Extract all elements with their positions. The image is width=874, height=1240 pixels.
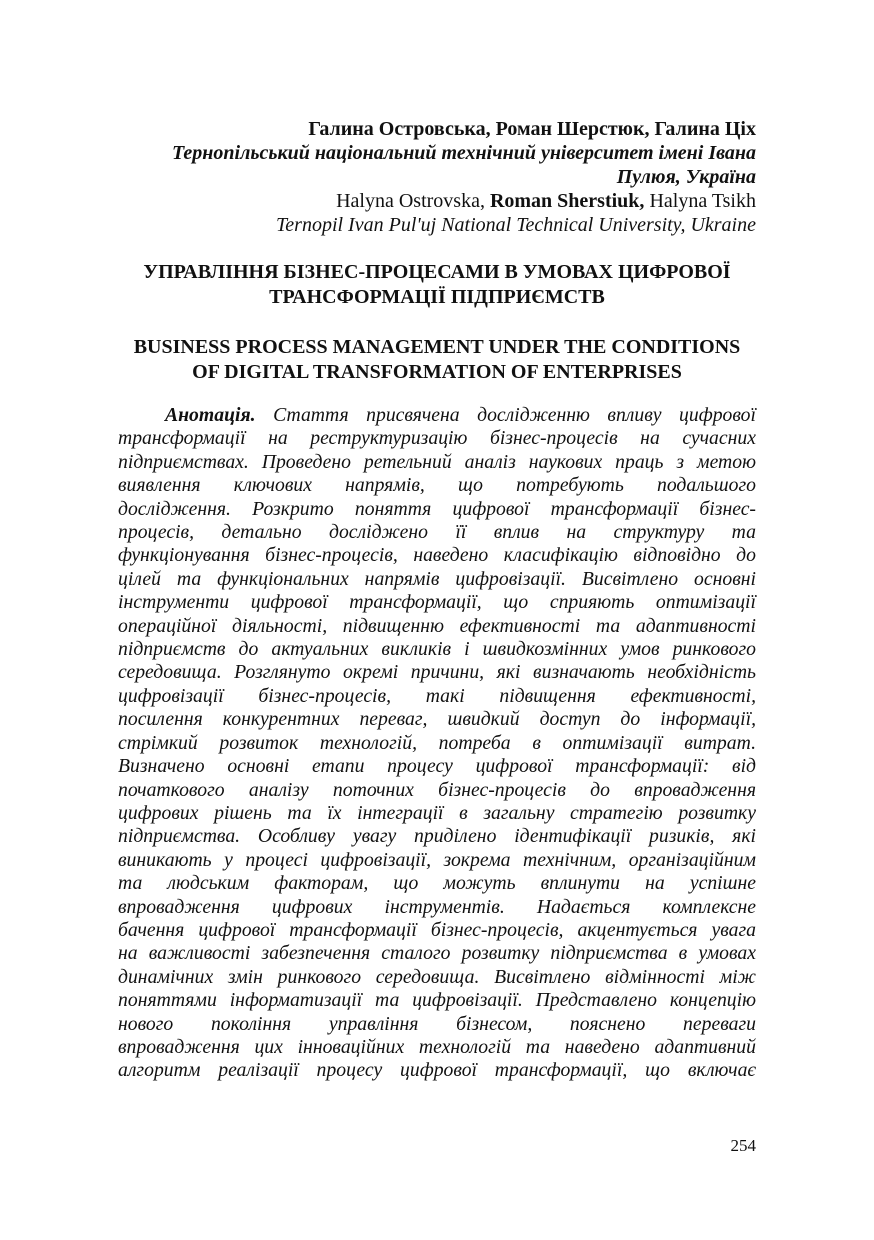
- abstract-label: Анотація.: [165, 404, 256, 426]
- abstract-line: функціонування бізнес-процесів, наведено класифікацію відповідно до: [118, 544, 756, 567]
- abstract-line: середовища. Розглянуто окремі причини, які визначають необхідність: [118, 661, 756, 684]
- abstract-line: динамічних змін ринкового середовища. Висвітлено відмінності між: [118, 965, 756, 988]
- abstract-line: трансформації на реструктуризацію бізнес-процесів на сучасних: [118, 427, 756, 450]
- abstract-line: процесів, детально досліджено її вплив на структуру та: [118, 521, 756, 544]
- abstract-line: бачення цифрової трансформації бізнес-процесів, акцентується увага: [118, 918, 756, 941]
- author-names-en: [118, 189, 756, 213]
- abstract-line: Визначено основні етапи процесу цифрової трансформації: від: [118, 755, 756, 778]
- affiliation-ua-line2: Пулюя, Україна: [616, 166, 756, 188]
- abstract-line: цифровізації бізнес-процесів, такі підвищення ефективності,: [118, 684, 756, 707]
- affiliation-en: Ternopil Ivan Pul'uj National Technical University, Ukraine: [276, 214, 756, 236]
- abstract-line: дослідження. Розкрито поняття цифрової трансформації бізнес-: [118, 497, 756, 520]
- abstract-line: виникають у процесі цифровізації, зокрема технічним, організаційним: [118, 848, 756, 871]
- abstract-line: [118, 404, 756, 427]
- abstract-line: підприємствах. Проведено ретельний аналіз наукових праць з метою: [118, 450, 756, 473]
- abstract-line: на важливості забезпечення сталого розвитку підприємства в умовах: [118, 942, 756, 965]
- abstract-line: поняттями інформатизації та цифровізації. Представлено концепцію: [118, 989, 756, 1012]
- author-name-en-1: Halyna Ostrovska,: [336, 190, 490, 212]
- abstract-line: інструменти цифрової трансформації, що сприяють оптимізації: [118, 591, 756, 614]
- author-names-ua: Галина Островська, Роман Шерстюк, Галина Ціх: [308, 118, 756, 140]
- abstract-line: впровадження цифрових інструментів. Надається комплексне: [118, 895, 756, 918]
- title-en-line1: BUSINESS PROCESS MANAGEMENT UNDER THE CONDITIONS: [133, 336, 741, 358]
- abstract-line: нового покоління управління бізнесом, пояснено переваги: [118, 1012, 756, 1035]
- abstract-first-line-text: Стаття присвячена дослідженню впливу цифрової: [255, 404, 756, 426]
- abstract-line: впровадження цих інноваційних технологій та наведено адаптивний: [118, 1035, 756, 1058]
- abstract-line: початкового аналізу поточних бізнес-процесів до впровадження: [118, 778, 756, 801]
- author-name-en-2: Roman Sherstiuk,: [489, 190, 645, 212]
- abstract-line: алгоритм реалізації процесу цифрової трансформації, що включає: [118, 1059, 756, 1082]
- abstract-line: цілей та функціональних напрямів цифровізації. Висвітлено основні: [118, 567, 756, 590]
- title-en-line2: OF DIGITAL TRANSFORMATION OF ENTERPRISES: [192, 361, 682, 383]
- author-name-en-3: Halyna Tsikh: [644, 190, 756, 212]
- abstract-line: цифрових рішень та їх інтеграції в загальну стратегію розвитку: [118, 801, 756, 824]
- title-ua-line2: ТРАНСФОРМАЦІЇ ПІДПРИЄМСТВ: [269, 286, 605, 308]
- author-block: [118, 117, 756, 237]
- title-ua-line1: УПРАВЛІННЯ БІЗНЕС-ПРОЦЕСАМИ В УМОВАХ ЦИФРОВОЇ: [143, 261, 731, 283]
- abstract-line: стрімкий розвиток технологій, потреба в оптимізації витрат.: [118, 731, 756, 754]
- abstract-line: виявлення ключових напрямів, що потребують подальшого: [118, 474, 756, 497]
- abstract: [118, 404, 756, 1083]
- abstract-line: підприємств до актуальних викликів і швидкозмінних умов ринкового: [118, 638, 756, 661]
- abstract-line: та людським факторам, що можуть вплинути на успішне: [118, 872, 756, 895]
- abstract-line: операційної діяльності, підвищенню ефективності та адаптивності: [118, 614, 756, 637]
- affiliation-ua-line1: Тернопільський національний технічний університет імені Івана: [171, 142, 756, 164]
- abstract-line: посилення конкурентних переваг, швидкий доступ до інформації,: [118, 708, 756, 731]
- abstract-line: підприємства. Особливу увагу приділено ідентифікації ризиків, які: [118, 825, 756, 848]
- page-number: 254: [730, 1136, 756, 1155]
- title-ua: [118, 260, 756, 310]
- title-en: [118, 335, 756, 385]
